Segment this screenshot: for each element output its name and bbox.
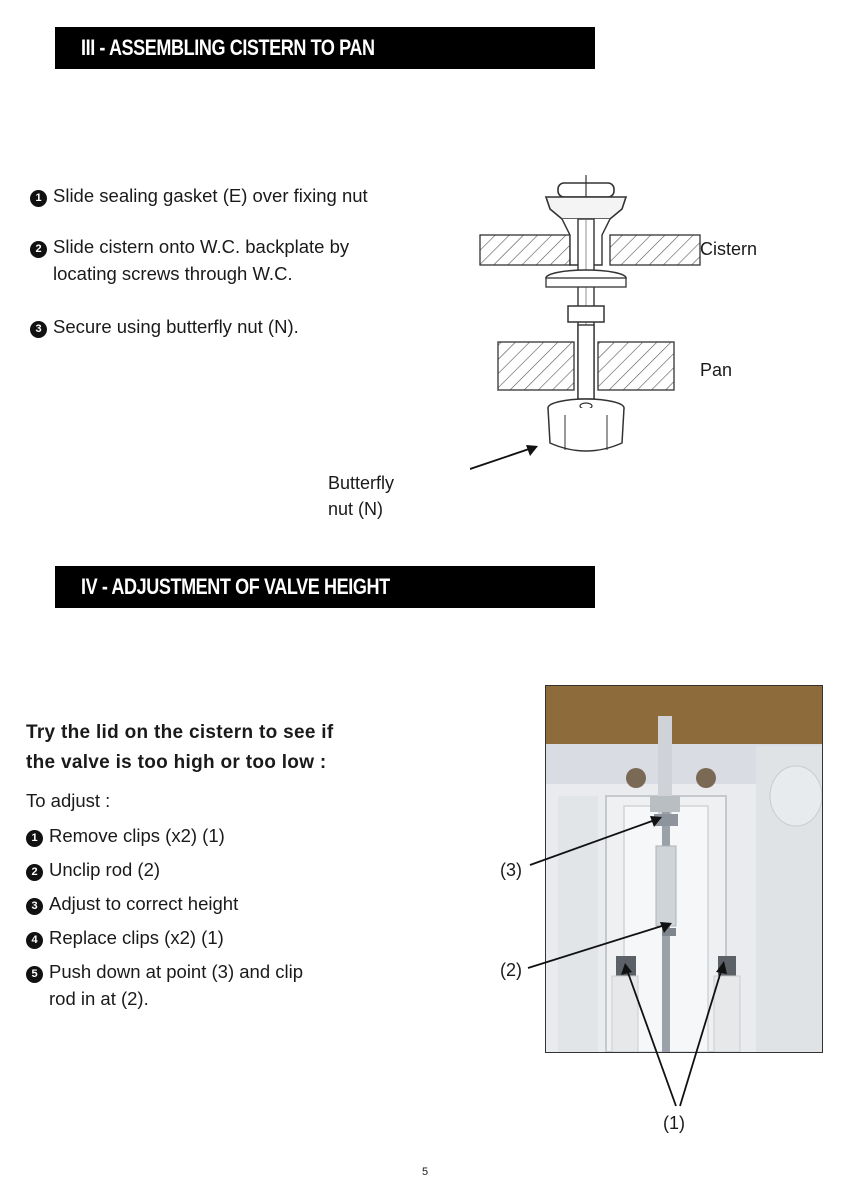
step-number-badge: 5 bbox=[26, 966, 43, 983]
butterfly-nut-label: Butterfly nut (N) bbox=[328, 473, 395, 519]
page-number: 5 bbox=[421, 1166, 429, 1178]
section-3-step-1: 1 Slide sealing gasket (E) over fixing nut bbox=[30, 182, 368, 209]
section-3-title: III - ASSEMBLING CISTERN TO PAN bbox=[55, 27, 595, 69]
photo-label-2: (2) bbox=[500, 960, 522, 980]
section-4-title: IV - ADJUSTMENT OF VALVE HEIGHT bbox=[55, 566, 595, 608]
section-4-step-5: 5 Push down at point (3) and clip rod in at (2). bbox=[26, 958, 303, 1012]
step-number-badge: 1 bbox=[26, 830, 43, 847]
section-4-step-4: 4 Replace clips (x2) (1) bbox=[26, 924, 224, 951]
photo-label-3: (3) bbox=[500, 860, 522, 880]
photo-label-1: (1) bbox=[663, 1113, 685, 1133]
valve-photo-illustration bbox=[546, 686, 822, 1052]
cistern-label: Cistern bbox=[700, 239, 758, 259]
to-adjust-label: To adjust : bbox=[26, 790, 111, 811]
pan-label: Pan bbox=[700, 360, 733, 380]
valve-photo bbox=[545, 685, 823, 1053]
step-number-badge: 2 bbox=[26, 864, 43, 881]
cistern-pan-assembly-diagram bbox=[470, 175, 750, 475]
step-number-badge: 3 bbox=[26, 898, 43, 915]
step-number-badge: 2 bbox=[30, 241, 47, 258]
section-4-step-2: 2 Unclip rod (2) bbox=[26, 856, 160, 883]
section-4-step-1: 1 Remove clips (x2) (1) bbox=[26, 822, 225, 849]
section-3-step-3: 3 Secure using butterfly nut (N). bbox=[30, 313, 299, 340]
section-4-intro: Try the lid on the cistern to see if the valve is too high or too low : bbox=[26, 722, 334, 773]
step-number-badge: 1 bbox=[30, 190, 47, 207]
section-3-step-2: 2 Slide cistern onto W.C. backplate by locating screws through W.C. bbox=[30, 233, 349, 287]
step-number-badge: 3 bbox=[30, 321, 47, 338]
step-number-badge: 4 bbox=[26, 932, 43, 949]
section-4-step-3: 3 Adjust to correct height bbox=[26, 890, 238, 917]
